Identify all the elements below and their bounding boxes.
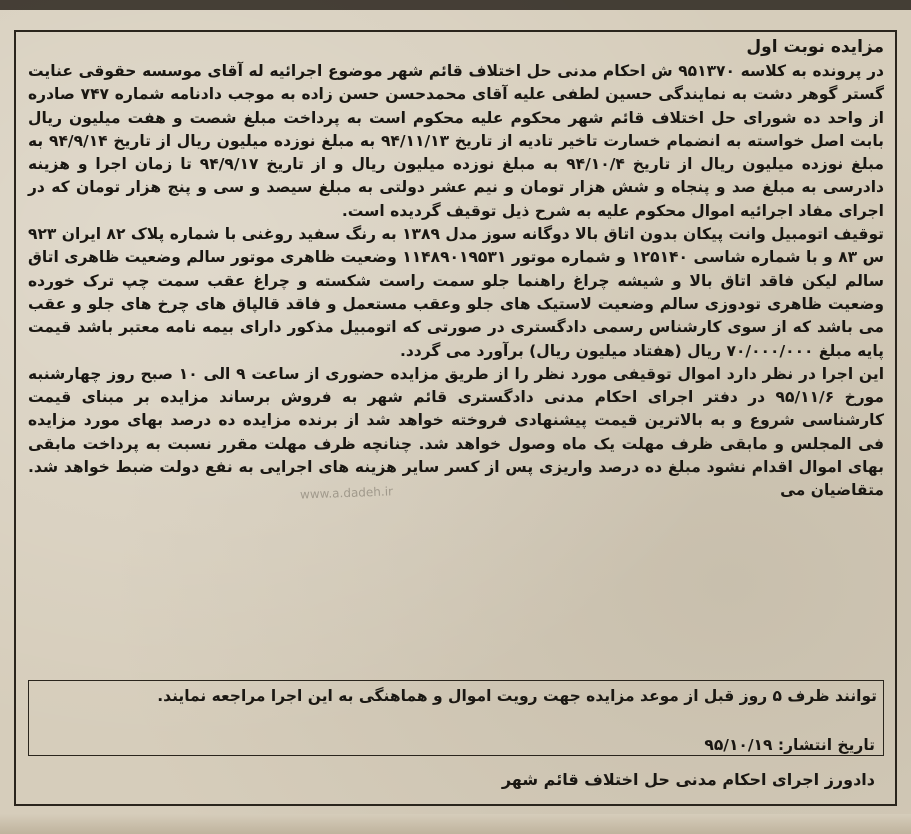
inspection-paragraph: توانند ظرف ۵ روز قبل از موعد مزایده جهت رویت اموال و هماهنگی به این اجرا مراجعه نمایند. [157, 687, 877, 705]
signature-line: دادورز اجرای احکام مدنی حل اختلاف قائم شهر [501, 770, 875, 789]
notice-title: مزایده نوبت اول [746, 37, 884, 57]
bottom-edge [0, 814, 911, 834]
case-paragraph: در پرونده به کلاسه ۹۵۱۳۷۰ ش احکام مدنی حل اختلاف قائم شهر موضوع اجرائیه له آقای موسسه حقوقی عنایت گستر گوهر دشت به نمایندگی حسین لطفی علیه آقای محمدحسن حسن زاده به موجب دادنامه شماره ۷۴۷ صادره از واحد ده شورای حل اختلاف قائم شهر محکوم علیه محکوم است به پرداخت مبلغ شصت و هفت میلیون ریال بابت اصل خواسته به انضمام خسارت تاخیر تادیه از تاریخ ۹۴/۱۱/۱۳ به مبلغ نوزده میلیون ریال از تاریخ ۹۴/۹/۱۴ به مبلغ نوزده میلیون ریال از تاریخ ۹۴/۱۰/۴ به مبلغ نوزده میلیون ریال و از تاریخ ۹۴/۹/۱۷ تا زمان اجرا و هزینه دادرسی به مبلغ صد و پنجاه و شش هزار تومان و نیم عشر دولتی به مبلغ سیصد و سی و پنج هزار تومان که در اجرای مفاد اجرائیه اموال محکوم علیه به شرح ذیل توقیف گردیده است. [28, 62, 885, 220]
top-rule [0, 0, 911, 10]
publish-date: تاریخ انتشار: ۹۵/۱۰/۱۹ [704, 736, 875, 754]
auction-terms-paragraph: این اجرا در نظر دارد اموال توقیفی مورد نظر را از طریق مزایده حضوری از ساعت ۹ الی ۱۰ صبح روز چهارشنبه مورخ ۹۵/۱۱/۶ در دفتر اجرای احکام مدنی دادگستری قائم شهر به فروش برساند مزایده بر مبنای قیمت کارشناسی شروع و به بالاترین قیمت پیشنهادی فروخته خواهد شد از برنده مزایده ده درصد بهای مورد مزایده فی المجلس و مابقی ظرف مهلت یک ماه وصول خواهد شد. چنانچه ظرف مهلت مقرر نسبت به پرداخت مابقی بهای اموال اقدام نشود مبلغ ده درصد واریزی پس از کسر سایر هزینه های اجرایی به نفع دولت ضبط خواهد شد. متقاضیان می [28, 364, 885, 500]
seized-vehicle-paragraph: توقیف اتومبیل وانت پیکان بدون اتاق بالا دوگانه سوز مدل ۱۳۸۹ به رنگ سفید روغنی با شماره پلاک ۸۲ ایران ۹۲۳ س ۸۳ و با شماره شاسی ۱۲۵۱۴۰ و شماره موتور ۱۱۴۸۹۰۱۹۵۳۱ وضعیت ظاهری موتور سالم وضعیت ظاهری اتاق سالم لیکن فاقد اتاق بالا و شیشه چراغ راهنما جلو سمت راست شکسته و چراغ عقب سمت چپ ترک خورده وضعیت ظاهری تودوزی سالم وضعیت لاستیک های جلو وعقب مستعمل و فاقد قالپاق های چرخ های جلو و عقب می باشد که از سوی کارشناس رسمی دادگستری در صورتی که اتومبیل مذکور دارای بیمه نامه معتبر باشد قیمت پایه مبلغ ۷۰/۰۰۰/۰۰۰ ریال (هفتاد میلیون ریال) برآورد می گردد. [28, 225, 885, 360]
notice-body [28, 36, 884, 503]
watermark: www.a.dadeh.ir [299, 484, 394, 502]
